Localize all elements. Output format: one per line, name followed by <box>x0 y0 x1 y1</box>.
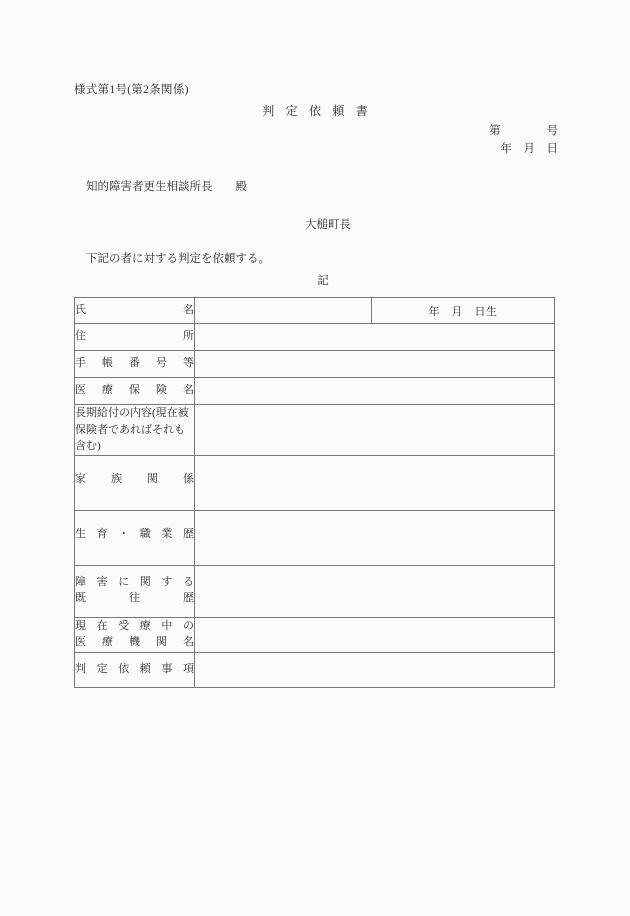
table-row-family-relations <box>75 456 555 511</box>
input-long-term-benefits[interactable] <box>195 405 555 456</box>
label-request-items: 判 定 依 頼 事 項 <box>75 653 195 688</box>
table-row-disability-history <box>75 566 555 618</box>
input-disability-history[interactable] <box>195 566 555 618</box>
label-current-clinic: 現 在 受 療 中 の 医 療 機 関 名 <box>75 618 195 653</box>
table-row-long-term-benefits <box>75 405 555 456</box>
label-long-term-benefits: 長期給付の内容(現在被保険者であればそれも含む) <box>75 405 195 456</box>
input-address[interactable] <box>195 324 555 351</box>
label-disability-history: 障 害 に 関 す る 既 往 歴 <box>75 566 195 618</box>
form-code: 様式第1号(第2条関係) <box>74 84 189 96</box>
addressee: 知的障害者更生相談所長 殿 <box>86 181 247 193</box>
input-request-items[interactable] <box>195 653 555 688</box>
lead-text: 下記の者に対する判定を依頼する。 <box>86 253 270 265</box>
table-row-handbook-number <box>75 351 555 378</box>
document-number-field: 第 号 <box>489 125 558 137</box>
page-title: 判 定 依 頼 書 <box>262 104 372 118</box>
label-handbook-number: 手 帳 番 号 等 <box>75 351 195 378</box>
issuer-name: 大槌町長 <box>305 219 351 231</box>
label-name: 氏 名 <box>75 298 195 324</box>
input-family-relations[interactable] <box>195 456 555 511</box>
input-name[interactable] <box>195 298 372 324</box>
judgment-request-table <box>74 297 555 688</box>
table-row-request-items <box>75 653 555 688</box>
input-birthdate[interactable]: 年 月 日生 <box>372 298 555 324</box>
table-row-name <box>75 298 555 324</box>
label-family-relations: 家 族 関 係 <box>75 456 195 511</box>
table-row-current-clinic <box>75 618 555 653</box>
table-row-insurance-name <box>75 378 555 405</box>
input-current-clinic[interactable] <box>195 618 555 653</box>
label-address: 住 所 <box>75 324 195 351</box>
document-date-field: 年 月 日 <box>500 143 558 155</box>
ki-section-marker: 記 <box>317 275 329 287</box>
input-handbook-number[interactable] <box>195 351 555 378</box>
table-row-education-career <box>75 511 555 566</box>
label-education-career: 生 育 ・ 職 業 歴 <box>75 511 195 566</box>
input-insurance-name[interactable] <box>195 378 555 405</box>
input-education-career[interactable] <box>195 511 555 566</box>
label-insurance-name: 医 療 保 険 名 <box>75 378 195 405</box>
table-row-address <box>75 324 555 351</box>
